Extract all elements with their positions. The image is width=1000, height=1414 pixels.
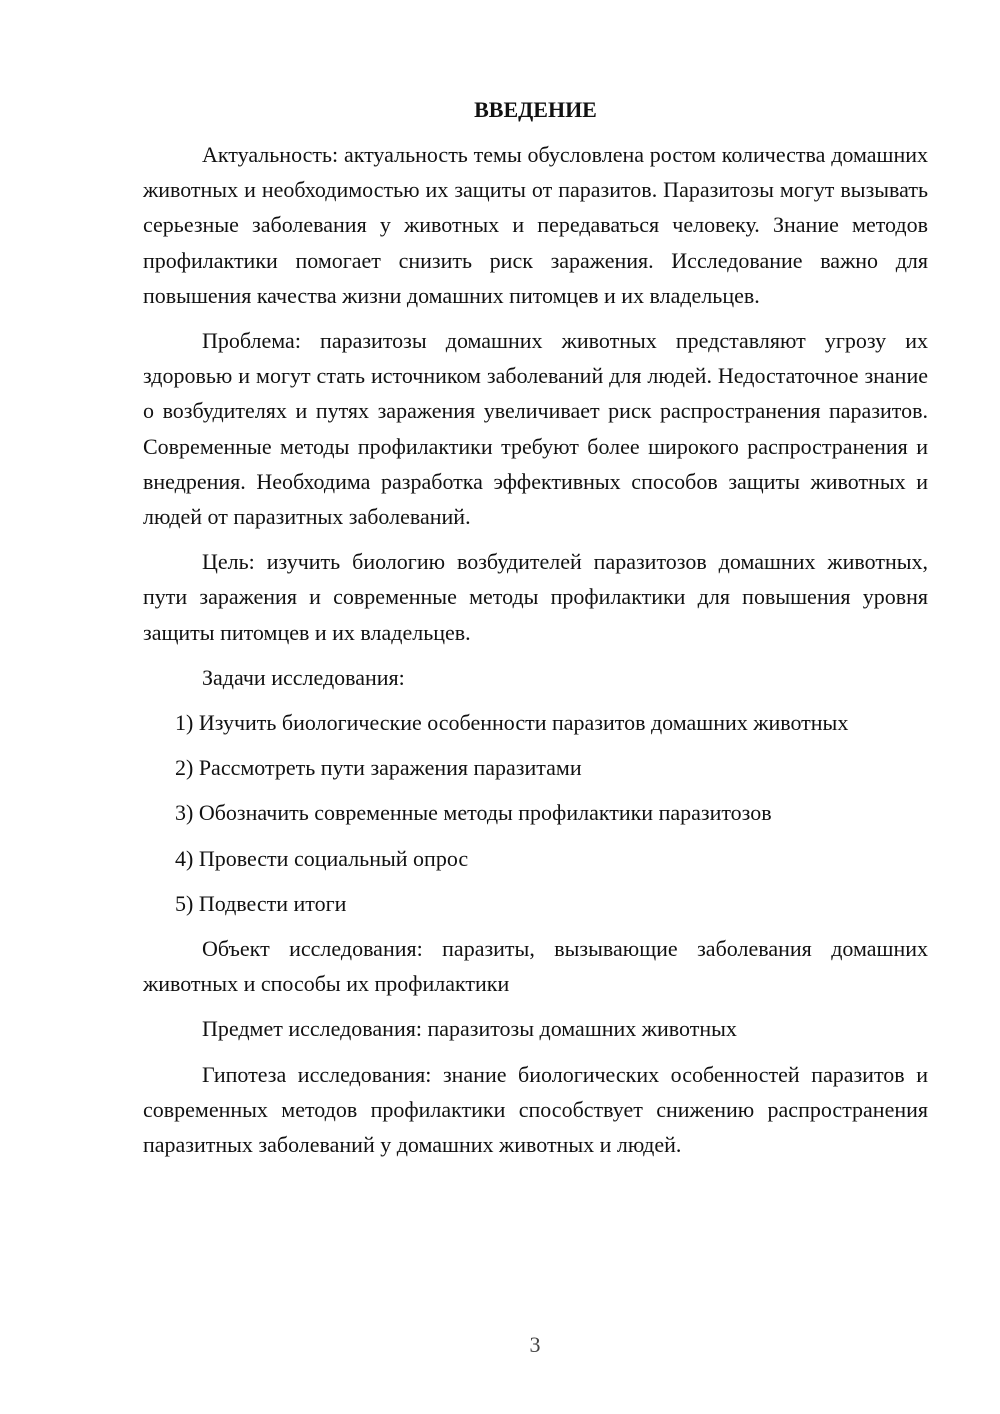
page-number: 3 xyxy=(529,1332,541,1357)
task-item-2: 2) Рассмотреть пути заражения паразитами xyxy=(175,755,582,781)
tasks-heading: Задачи исследования: xyxy=(202,664,405,690)
relevance-paragraph: Актуальность: актуальность темы обусловлена ростом количества домашних животных и необходимостью их защиты от паразитов. Паразитозы могут вызывать серьезные заболевания у животных и передаваться человеку. Знание методов профилактики помогает снизить риск заражения. Исследование важно для повышения качества жизни домашних питомцев и их владельцев. xyxy=(143,142,928,308)
hypothesis-paragraph: Гипотеза исследования: знание биологических особенностей паразитов и современных методов профилактики способствует снижению распространения паразитных заболеваний у домашних животных и людей. xyxy=(143,1061,928,1158)
page-title: ВВЕДЕНИЕ xyxy=(474,97,597,122)
document-page xyxy=(143,92,928,1172)
task-item-1: 1) Изучить биологические особенности паразитов домашних животных xyxy=(175,710,849,736)
task-item-5: 5) Подвести итоги xyxy=(175,890,347,916)
problem-paragraph: Проблема: паразитозы домашних животных представляют угрозу их здоровью и могут стать источником заболеваний для людей. Недостаточное знание о возбудителях и путях заражения увеличивает риск распространения паразитов. Современные методы профилактики требуют более широкого распространения и внедрения. Необходима разработка эффективных способов защиты животных и людей от паразитных заболеваний. xyxy=(143,328,928,530)
object-paragraph: Объект исследования: паразиты, вызывающие заболевания домашних животных и способы их профилактики xyxy=(143,936,928,997)
goal-paragraph: Цель: изучить биологию возбудителей паразитозов домашних животных, пути заражения и современные методы профилактики для повышения уровня защиты питомцев и их владельцев. xyxy=(143,549,928,645)
task-item-4: 4) Провести социальный опрос xyxy=(175,845,469,871)
subject-paragraph: Предмет исследования: паразитозы домашних животных xyxy=(202,1016,737,1042)
task-item-3: 3) Обозначить современные методы профилактики паразитозов xyxy=(175,800,772,826)
